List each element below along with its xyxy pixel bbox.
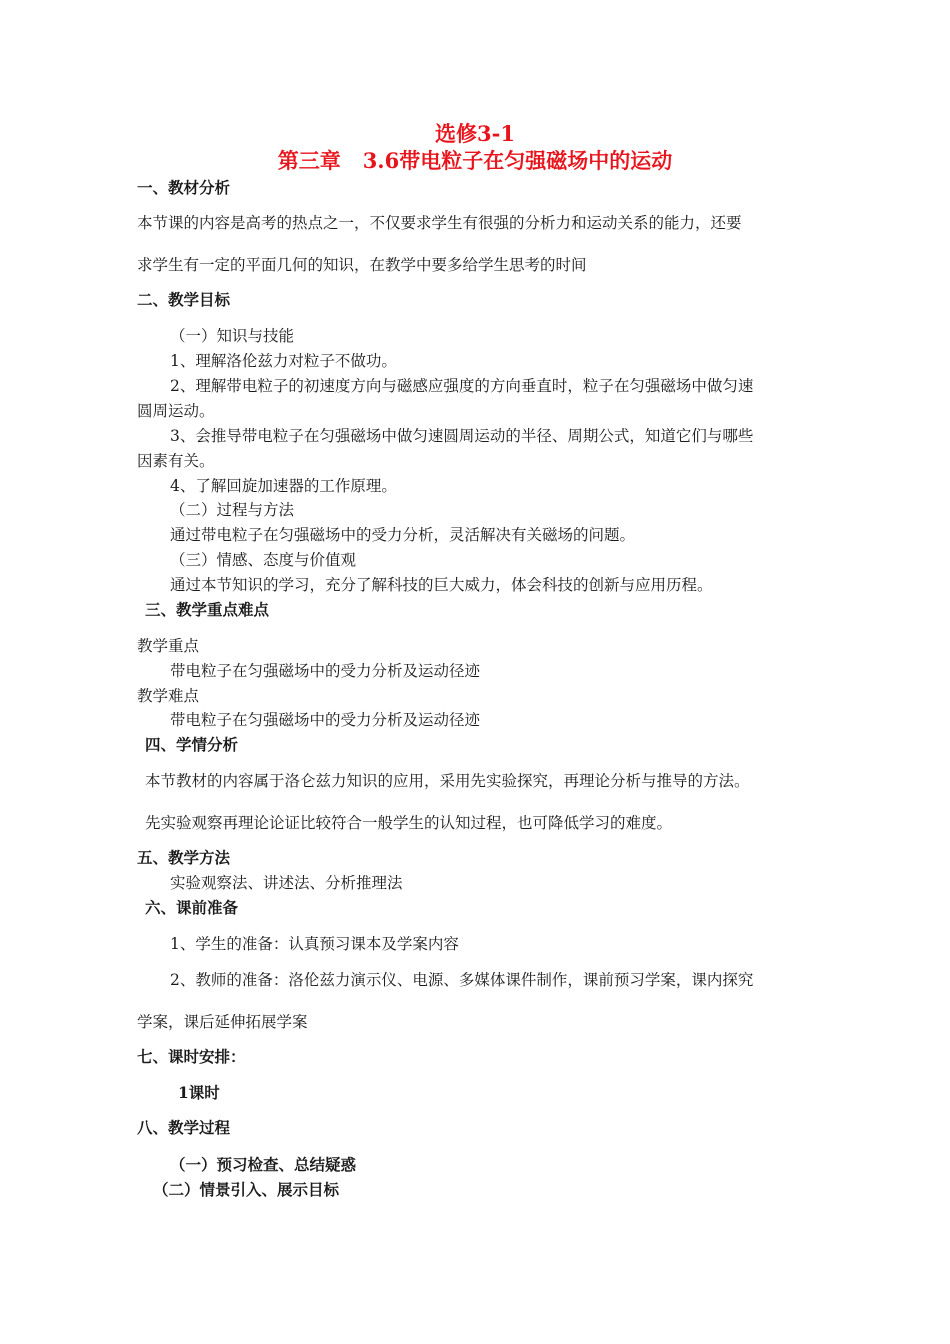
text-class-hours: 1课时 [178, 1083, 220, 1102]
list-item: 3、会推导带电粒子在匀强磁场中做匀速圆周运动的半径、周期公式，知道它们与哪些 [170, 427, 754, 445]
paragraph-line: 通过带电粒子在匀强磁场中的受力分析，灵活解决有关磁场的问题。 [170, 526, 636, 544]
paragraph-line: 本节教材的内容属于洛仑兹力知识的应用，采用先实验探究，再理论分析与推导的方法。 [145, 772, 750, 790]
subheading-scene-intro: （二）情景引入、展示目标 [153, 1180, 340, 1199]
list-item-continued: 学案，课后延伸拓展学案 [137, 1013, 308, 1031]
heading-key-difficult-points: 三、教学重点难点 [145, 600, 270, 619]
paragraph-line: 求学生有一定的平面几何的知识，在教学中要多给学生思考的时间 [137, 256, 587, 274]
paragraph-line: 先实验观察再理论论证比较符合一般学生的认知过程，也可降低学习的难度。 [145, 814, 673, 832]
label-key-point: 教学重点 [137, 637, 200, 655]
heading-teaching-goals: 二、教学目标 [137, 290, 231, 309]
list-item: 4、了解回旋加速器的工作原理。 [170, 477, 397, 495]
list-item-continued: 因素有关。 [137, 452, 215, 470]
list-item-continued: 圆周运动。 [137, 402, 215, 420]
paragraph-line: 通过本节知识的学习，充分了解科技的巨大威力，体会科技的创新与应用历程。 [170, 576, 713, 594]
heading-teaching-process: 八、教学过程 [137, 1118, 231, 1137]
list-item: 1、学生的准备：认真预习课本及学案内容 [170, 935, 459, 953]
title-course: 选修3-1 [435, 121, 515, 146]
heading-preparation: 六、课前准备 [145, 898, 239, 917]
heading-student-analysis: 四、学情分析 [145, 735, 239, 754]
list-item: 2、教师的准备：洛伦兹力演示仪、电源、多媒体课件制作，课前预习学案，课内探究 [170, 971, 754, 989]
list-item: 2、理解带电粒子的初速度方向与磁感应强度的方向垂直时，粒子在匀强磁场中做匀速 [170, 377, 754, 395]
paragraph-line: 本节课的内容是高考的热点之一，不仅要求学生有很强的分析力和运动关系的能力，还要 [137, 214, 742, 232]
label-difficult-point: 教学难点 [137, 687, 200, 705]
text-difficult-point: 带电粒子在匀强磁场中的受力分析及运动径迹 [170, 711, 481, 729]
list-item: 1、理解洛伦兹力对粒子不做功。 [170, 352, 397, 370]
title-chapter: 第三章 3.6带电粒子在匀强磁场中的运动 [277, 148, 673, 173]
subheading-knowledge-skills: （一）知识与技能 [170, 327, 295, 345]
text-teaching-methods: 实验观察法、讲述法、分析推理法 [170, 874, 403, 892]
subheading-preview-check: （一）预习检查、总结疑惑 [170, 1155, 357, 1174]
heading-teaching-methods: 五、教学方法 [137, 848, 231, 867]
heading-textbook-analysis: 一、教材分析 [137, 178, 231, 197]
subheading-process-method: （二）过程与方法 [170, 501, 295, 519]
text-key-point: 带电粒子在匀强磁场中的受力分析及运动径迹 [170, 662, 481, 680]
subheading-emotion-values: （三）情感、态度与价值观 [170, 551, 357, 569]
heading-class-hours: 七、课时安排： [137, 1047, 246, 1066]
